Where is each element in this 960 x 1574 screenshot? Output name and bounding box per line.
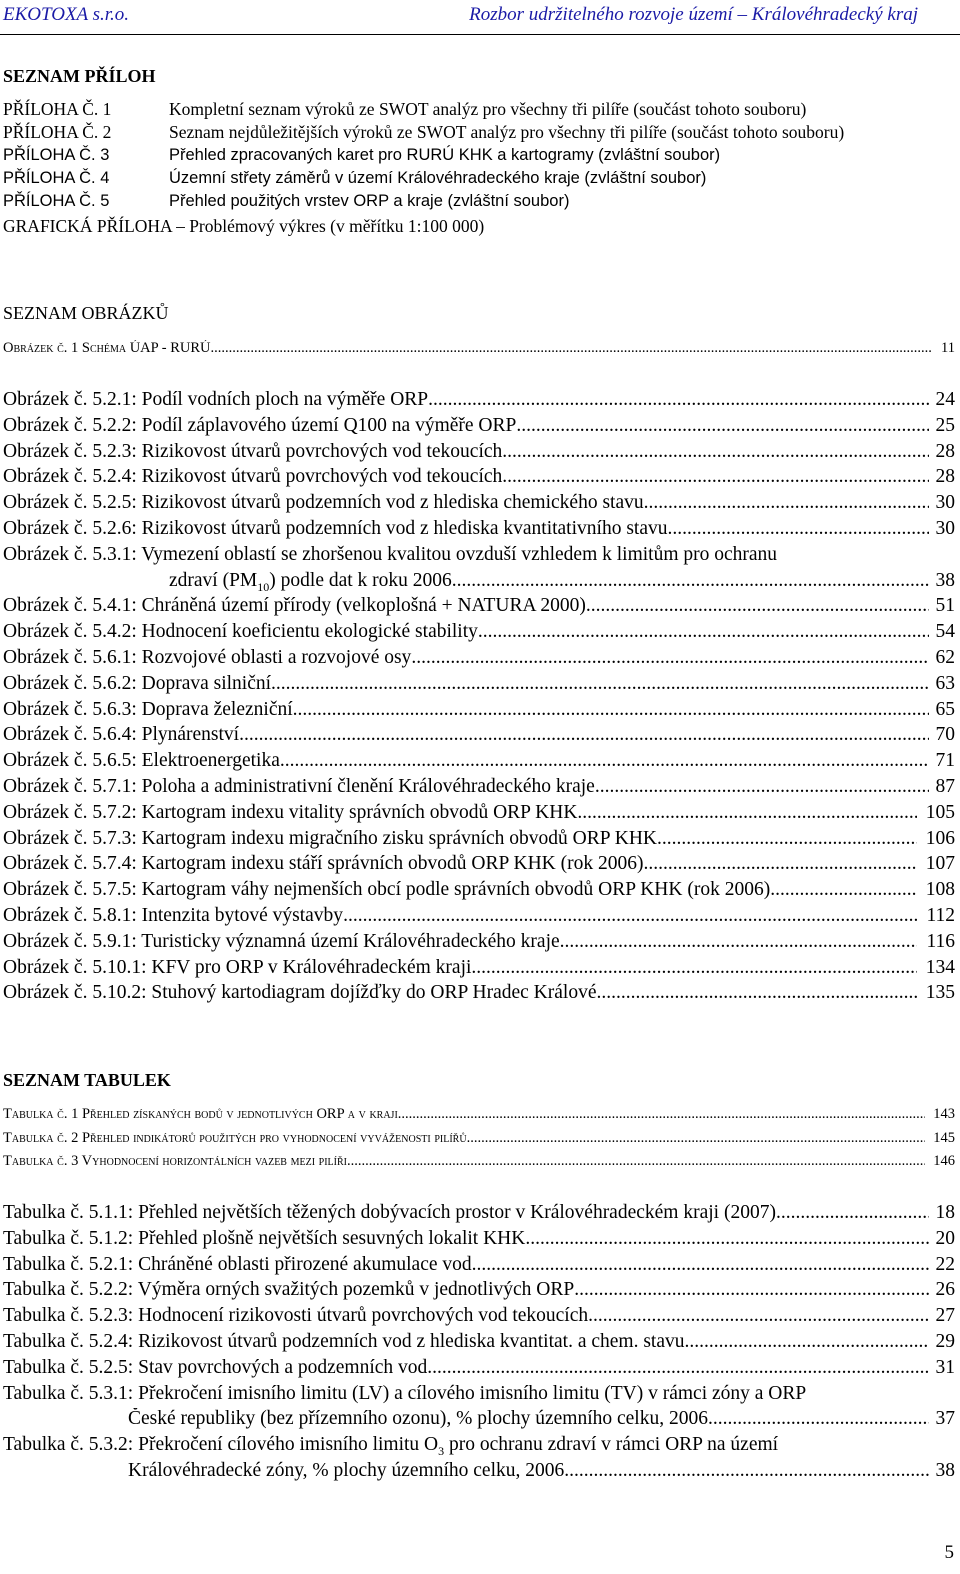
dot-leader bbox=[657, 828, 917, 850]
dot-leader bbox=[588, 1305, 929, 1327]
dot-leader bbox=[411, 647, 929, 669]
toc-entry-page: 26 bbox=[935, 1279, 955, 1301]
toc-entry-page: 11 bbox=[941, 340, 955, 356]
toc-entry-text: Obrázek č. 5.6.3: Doprava železniční bbox=[3, 698, 293, 720]
toc-entry-page: 38 bbox=[935, 1459, 955, 1481]
toc-entry[interactable] bbox=[3, 1106, 955, 1130]
toc-entry[interactable] bbox=[3, 776, 955, 802]
page-number: 5 bbox=[944, 1542, 954, 1563]
toc-entry[interactable] bbox=[3, 389, 955, 415]
attachment-key: PŘÍLOHA Č. 2 bbox=[3, 122, 112, 142]
dot-leader bbox=[574, 1279, 929, 1301]
dot-leader bbox=[471, 957, 917, 979]
dot-leader bbox=[516, 415, 929, 437]
toc-entry[interactable] bbox=[3, 1305, 955, 1331]
toc-entry-text: Obrázek č. 5.6.5: Elektroenergetika bbox=[3, 750, 280, 772]
attachment-text: Kompletní seznam výroků ze SWOT analýz pro všechny tři pilíře (součást tohoto souboru) bbox=[169, 99, 807, 119]
toc-entry-page: 20 bbox=[935, 1227, 955, 1249]
dot-leader bbox=[564, 1460, 929, 1482]
dot-leader bbox=[347, 1153, 925, 1170]
toc-entry-line1[interactable] bbox=[3, 544, 955, 570]
toc-entry[interactable] bbox=[3, 1254, 955, 1280]
toc-entry-page: 70 bbox=[935, 724, 955, 746]
toc-entry-text: Tabulka č. 5.2.3: Hodnocení rizikovosti útvarů povrchových vod tekoucích bbox=[3, 1305, 589, 1327]
dot-leader bbox=[595, 776, 929, 798]
toc-entry-line2[interactable] bbox=[3, 1408, 955, 1434]
toc-entry-line2[interactable] bbox=[3, 570, 955, 596]
attachment-row bbox=[0, 144, 960, 167]
figures-first-entry bbox=[3, 340, 955, 364]
toc-entry-page: 62 bbox=[935, 646, 955, 668]
toc-entry[interactable] bbox=[3, 828, 955, 854]
toc-entry-page: 27 bbox=[935, 1305, 955, 1327]
toc-entry-page: 63 bbox=[935, 672, 955, 694]
toc-entry-text: Obrázek č. 5.2.2: Podíl záplavového území Q100 na výměře ORP bbox=[3, 414, 517, 436]
toc-entry-page: 22 bbox=[935, 1253, 955, 1275]
toc-entry-text: Obrázek č. 5.2.5: Rizikovost útvarů podzemních vod z hlediska chemického stavu bbox=[3, 492, 644, 514]
dot-leader bbox=[770, 879, 917, 901]
toc-entry-text: Tabulka č. 3 Vyhodnocení horizontálních vazeb mezi pilíři bbox=[3, 1153, 347, 1169]
dot-leader bbox=[271, 673, 929, 695]
toc-entry-text: Tabulka č. 5.2.5: Stav povrchových a podzemních vod bbox=[3, 1356, 428, 1378]
toc-entry[interactable] bbox=[3, 673, 955, 699]
toc-entry-text: Obrázek č. 5.2.3: Rizikovost útvarů povrchových vod tekoucích bbox=[3, 440, 503, 462]
toc-entry-text: Obrázek č. 5.10.2: Stuhový kartodiagram dojížďky do ORP Hradec Králové bbox=[3, 982, 597, 1004]
attachment-key: PŘÍLOHA Č. 5 bbox=[3, 192, 110, 210]
toc-entry[interactable] bbox=[3, 621, 955, 647]
page-header bbox=[0, 0, 960, 35]
toc-entry-text: Tabulka č. 5.2.4: Rizikovost útvarů podzemních vod z hlediska kvantitat. a chem. stavu bbox=[3, 1330, 685, 1352]
company-name: EKOTOXA s.r.o. bbox=[3, 4, 129, 25]
toc-entry[interactable] bbox=[3, 340, 955, 364]
toc-entry-text: Tabulka č. 5.1.1: Přehled největších těžených dobývacích prostor v Královéhradeckém kraji (2007) bbox=[3, 1202, 776, 1223]
toc-entry-text: Obrázek č. 5.7.4: Kartogram indexu stáří správních obvodů ORP KHK (rok 2006) bbox=[3, 853, 644, 875]
toc-entry-page: 28 bbox=[935, 466, 955, 488]
toc-entry-text: Obrázek č. 5.7.3: Kartogram indexu migračního zisku správních obvodů ORP KHK bbox=[3, 827, 658, 849]
toc-entry-text: Obrázek č. 5.7.5: Kartogram váhy nejmenších obcí podle správních obvodů ORP KHK (rok 2006) bbox=[3, 879, 771, 901]
toc-entry-page: 134 bbox=[925, 956, 955, 978]
toc-entry-text: Tabulka č. 5.2.1: Chráněné oblasti přirozené akumulace vod bbox=[3, 1253, 472, 1275]
toc-entry-text: Obrázek č. 5.4.2: Hodnocení koeficientu ekologické stability bbox=[3, 621, 478, 643]
dot-leader bbox=[239, 724, 929, 746]
tables-small-list bbox=[3, 1106, 955, 1177]
toc-entry-text: Obrázek č. 5.2.4: Rizikovost útvarů povrchových vod tekoucích bbox=[3, 466, 503, 488]
toc-entry-page: 116 bbox=[926, 930, 955, 952]
toc-entry-text: Tabulka č. 1 Přehled získaných bodů v jednotlivých ORP a v kraji bbox=[3, 1106, 398, 1122]
toc-entry-text: Obrázek č. 5.6.1: Rozvojové oblasti a rozvojové osy bbox=[3, 646, 412, 668]
figures-list bbox=[3, 389, 955, 1008]
dot-leader bbox=[596, 982, 917, 1004]
dot-leader bbox=[776, 1202, 929, 1224]
toc-entry-text: Obrázek č. 5.2.1: Podíl vodních ploch na výměře ORP bbox=[3, 389, 429, 410]
toc-entry-page: 87 bbox=[935, 775, 955, 797]
toc-entry-text: zdraví $(PM_{10})$ podle dat k roku 2006 bbox=[169, 569, 452, 594]
toc-entry[interactable] bbox=[3, 1357, 955, 1383]
dot-leader bbox=[478, 621, 929, 643]
toc-entry[interactable] bbox=[3, 1331, 955, 1357]
toc-entry-page: 31 bbox=[935, 1356, 955, 1378]
toc-entry-page: 107 bbox=[925, 853, 955, 875]
attachment-text: Územní střety záměrů v území Královéhradeckého kraje (zvláštní soubor) bbox=[169, 169, 707, 187]
toc-entry-text: Tabulka č. 2 Přehled indikátorů použitých pro vyhodnocení vyváženosti pilířů bbox=[3, 1129, 467, 1146]
toc-entry[interactable] bbox=[3, 879, 955, 905]
toc-entry[interactable] bbox=[3, 1130, 955, 1154]
attachment-key: PŘÍLOHA Č. 4 bbox=[3, 169, 110, 187]
figures-heading: SEZNAM OBRÁZKŮ bbox=[3, 303, 169, 323]
toc-entry-page: 28 bbox=[935, 440, 955, 462]
toc-entry[interactable] bbox=[3, 853, 955, 879]
toc-entry[interactable] bbox=[3, 905, 955, 931]
toc-entry[interactable] bbox=[3, 441, 955, 467]
dot-leader bbox=[586, 595, 929, 617]
dot-leader bbox=[467, 1130, 925, 1147]
attachment-row bbox=[0, 98, 960, 121]
toc-entry-line1[interactable] bbox=[3, 1383, 955, 1409]
toc-entry-text: Tabulka č. 5.2.2: Výměra orných svažitých pozemků v jednotlivých ORP bbox=[3, 1279, 575, 1301]
dot-leader bbox=[525, 1228, 929, 1250]
toc-entry-page: 71 bbox=[935, 750, 955, 772]
document-title: Rozbor udržitelného rozvoje území – Královéhradecký kraj bbox=[469, 4, 918, 25]
toc-entry-text: Obrázek č. 5.2.6: Rizikovost útvarů podzemních vod z hlediska kvantitativního stavu bbox=[3, 517, 668, 539]
toc-entry-text: Obrázek č. 5.3.1: Vymezení oblastí se zhoršenou kvalitou ovzduší vzhledem k limitům pro ochranu bbox=[3, 543, 778, 565]
dot-leader bbox=[577, 802, 917, 824]
dot-leader bbox=[343, 905, 917, 927]
toc-entry-page: 30 bbox=[935, 492, 955, 514]
toc-entry-text: České republiky (bez přízemního ozonu), % plochy územního celku, 2006 bbox=[128, 1408, 708, 1430]
attachment-row bbox=[0, 121, 960, 144]
graphic-attachment: GRAFICKÁ PŘÍLOHA – Problémový výkres (v měřítku 1:100 000) bbox=[3, 216, 485, 236]
toc-entry-page: 135 bbox=[925, 982, 955, 1004]
toc-entry-page: 24 bbox=[935, 389, 955, 410]
toc-entry-page: 143 bbox=[933, 1106, 955, 1122]
dot-leader bbox=[472, 1254, 929, 1276]
attachment-row bbox=[0, 167, 960, 190]
toc-entry-text: Tabulka č. 5.1.2: Přehled plošně největších sesuvných lokalit KHK bbox=[3, 1227, 526, 1249]
toc-entry-page: 37 bbox=[935, 1408, 955, 1430]
toc-entry-text: Tabulka č. 5.3.1: Překročení imisního limitu (LV) a cílového imisního limitu (TV) v rámci zóny a ORP bbox=[3, 1382, 807, 1404]
toc-entry[interactable] bbox=[3, 724, 955, 750]
dot-leader bbox=[708, 1408, 929, 1430]
attachment-key: PŘÍLOHA Č. 3 bbox=[3, 146, 110, 164]
toc-entry-page: 54 bbox=[935, 621, 955, 643]
toc-entry-page: 65 bbox=[935, 698, 955, 720]
toc-entry-page: 106 bbox=[925, 827, 955, 849]
toc-entry[interactable] bbox=[3, 415, 955, 441]
dot-leader bbox=[211, 340, 931, 357]
dot-leader bbox=[280, 750, 929, 772]
toc-entry-text: Obrázek č. 5.6.2: Doprava silniční bbox=[3, 672, 272, 694]
dot-leader bbox=[685, 1331, 929, 1353]
toc-entry-page: 51 bbox=[935, 595, 955, 617]
toc-entry[interactable] bbox=[3, 982, 955, 1008]
toc-entry[interactable] bbox=[3, 1228, 955, 1254]
toc-entry[interactable] bbox=[3, 595, 955, 621]
dot-leader bbox=[502, 466, 929, 488]
tables-list bbox=[3, 1202, 955, 1486]
toc-entry[interactable] bbox=[3, 1202, 955, 1228]
attachment-text: Přehled použitých vrstev ORP a kraje (zvláštní soubor) bbox=[169, 192, 570, 210]
dot-leader bbox=[293, 699, 929, 721]
toc-entry[interactable] bbox=[3, 492, 955, 518]
dot-leader bbox=[452, 570, 929, 592]
dot-leader bbox=[398, 1106, 925, 1123]
toc-entry-line1[interactable] bbox=[3, 1434, 955, 1460]
dot-leader bbox=[427, 1357, 929, 1379]
toc-entry[interactable] bbox=[3, 1279, 955, 1305]
toc-entry-text: Obrázek č. 5.6.4: Plynárenství bbox=[3, 724, 240, 746]
toc-entry-text: Královéhradecké zóny, % plochy územního celku, 2006 bbox=[128, 1459, 565, 1481]
toc-entry-text: Obrázek č. 5.10.1: KFV pro ORP v Královéhradeckém kraji bbox=[3, 956, 472, 978]
dot-leader bbox=[560, 931, 917, 953]
attachment-text: Přehled zpracovaných karet pro RURÚ KHK a kartogramy (zvláštní soubor) bbox=[169, 146, 721, 164]
toc-entry-text: Obrázek č. 1 Schéma ÚAP - RURÚ bbox=[3, 340, 211, 356]
toc-entry[interactable] bbox=[3, 750, 955, 776]
toc-entry[interactable] bbox=[3, 802, 955, 828]
toc-entry-page: 25 bbox=[935, 414, 955, 436]
toc-entry-page: 38 bbox=[935, 569, 955, 591]
toc-entry-page: 30 bbox=[935, 517, 955, 539]
dot-leader bbox=[644, 492, 929, 514]
toc-entry[interactable] bbox=[3, 957, 955, 983]
tables-heading: SEZNAM TABULEK bbox=[3, 1070, 171, 1090]
attachment-key: PŘÍLOHA Č. 1 bbox=[3, 99, 112, 119]
attachment-text: Seznam nejdůležitějších výroků ze SWOT analýz pro všechny tři pilíře (součást tohoto souboru) bbox=[169, 122, 845, 142]
dot-leader bbox=[428, 389, 929, 411]
attachment-row bbox=[0, 190, 960, 213]
toc-entry-page: 108 bbox=[925, 879, 955, 901]
dot-leader bbox=[667, 518, 929, 540]
toc-entry[interactable] bbox=[3, 699, 955, 725]
dot-leader bbox=[502, 441, 929, 463]
dot-leader bbox=[643, 853, 917, 875]
toc-entry-page: 146 bbox=[933, 1153, 955, 1169]
toc-entry-text: Tabulka č. 5.3.2: Překročení cílového imisního limitu $O_3$ pro ochranu zdraví v rámci ORP na území bbox=[3, 1434, 779, 1459]
attachments-heading: SEZNAM PŘÍLOH bbox=[3, 66, 156, 86]
toc-entry-text: Obrázek č. 5.9.1: Turisticky významná území Královéhradeckého kraje bbox=[3, 930, 560, 952]
toc-entry-page: 112 bbox=[926, 904, 955, 926]
toc-entry[interactable] bbox=[3, 647, 955, 673]
toc-entry-text: Obrázek č. 5.4.1: Chráněná území přírody (velkoplošná + NATURA 2000) bbox=[3, 595, 586, 617]
toc-entry[interactable] bbox=[3, 931, 955, 957]
toc-entry[interactable] bbox=[3, 1153, 955, 1177]
toc-entry-text: Obrázek č. 5.7.2: Kartogram indexu vitality správních obvodů ORP KHK bbox=[3, 801, 578, 823]
toc-entry-page: 145 bbox=[933, 1129, 955, 1146]
toc-entry-page: 18 bbox=[935, 1202, 955, 1223]
toc-entry-page: 29 bbox=[935, 1330, 955, 1352]
toc-entry-text: Obrázek č. 5.8.1: Intenzita bytové výstavby bbox=[3, 904, 344, 926]
toc-entry[interactable] bbox=[3, 518, 955, 544]
toc-entry-text: Obrázek č. 5.7.1: Poloha a administrativní členění Královéhradeckého kraje bbox=[3, 775, 595, 797]
toc-entry-page: 105 bbox=[925, 801, 955, 823]
toc-entry-line2[interactable] bbox=[3, 1460, 955, 1486]
toc-entry[interactable] bbox=[3, 466, 955, 492]
attachments-list bbox=[0, 98, 960, 239]
